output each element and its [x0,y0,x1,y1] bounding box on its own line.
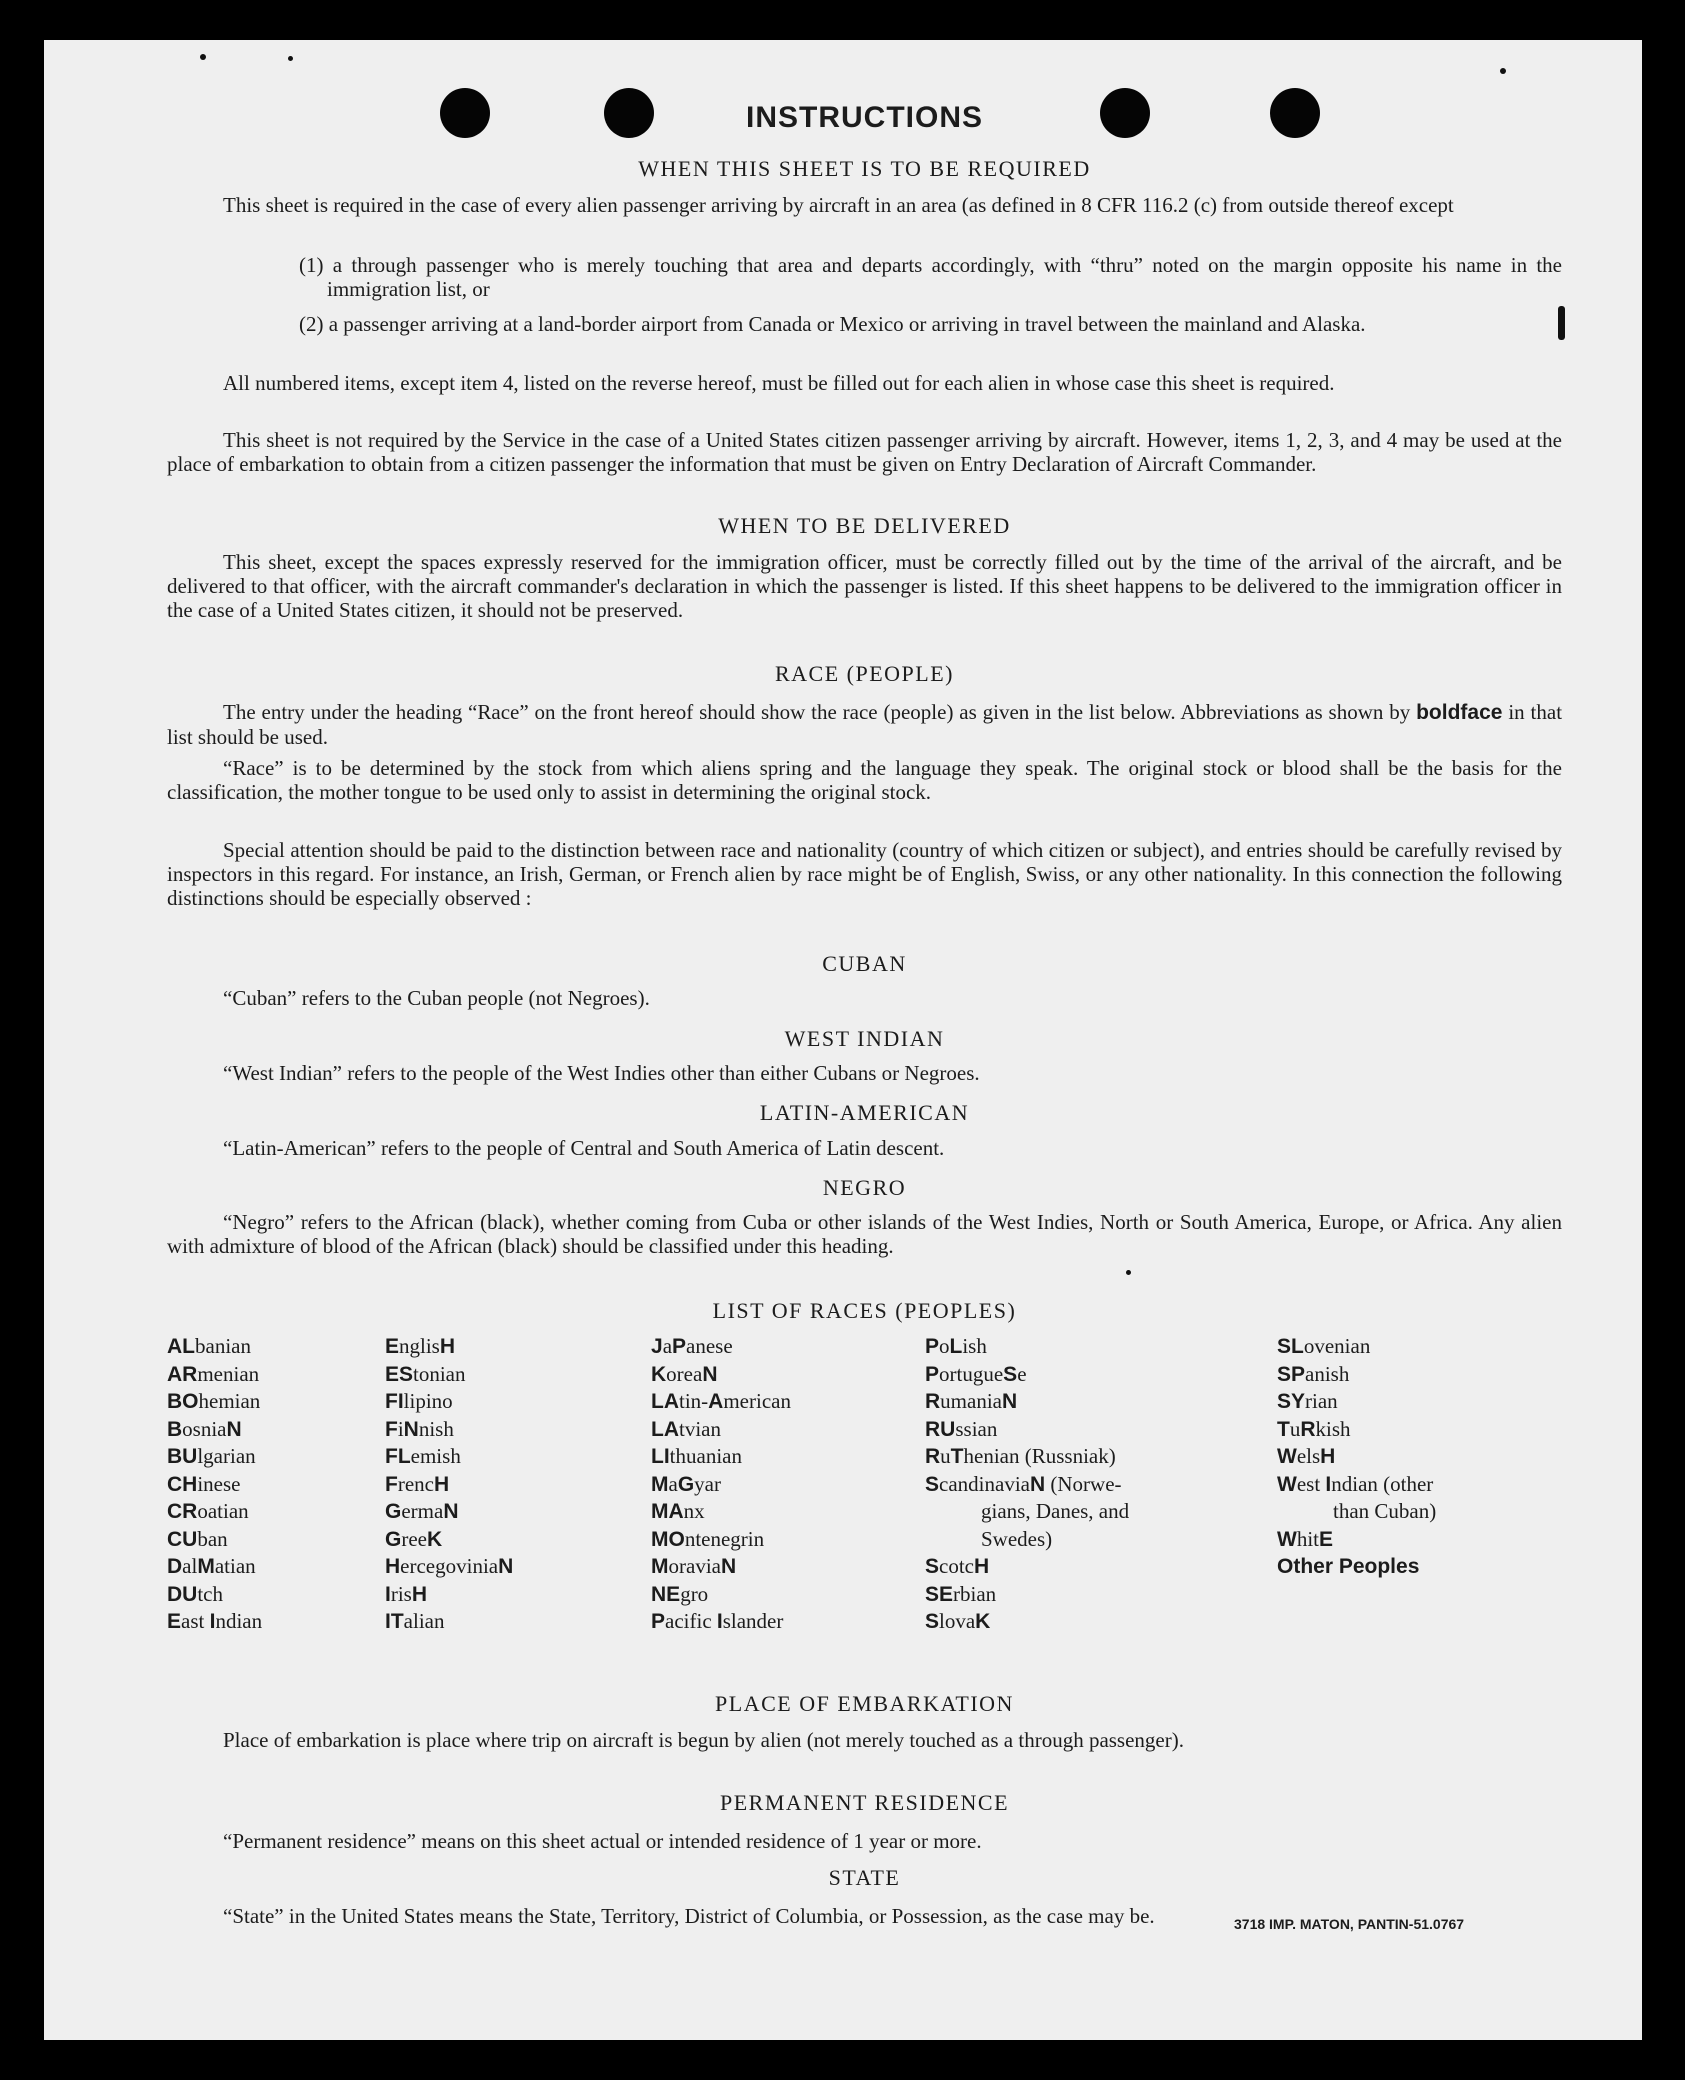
race-item [167,1581,262,1609]
race-item [167,1416,262,1444]
race-text: gro [680,1581,709,1606]
race-abbrev: J [651,1335,663,1358]
race-abbrev: T [950,1445,964,1468]
race-abbrev: AL [167,1335,195,1358]
paragraph: “Race” is to be determined by the stock from which aliens spring and the language they speak. The original stock or blood shall be the basis for the classification, the mother tongue to be used only to assist in determining the original stock. [167,756,1562,804]
race-abbrev: SY [1277,1390,1306,1413]
race-abbrev: SE [925,1582,954,1606]
race-item [385,1443,513,1471]
page-title: INSTRUCTIONS [746,101,983,134]
paragraph: Special attention should be paid to the distinction between race and nationality (country of which citizen or subject), and entries should be carefully revised by inspectors in this regard. For instance, an Irish, German, or French alien by race might be of English, Swiss, or any other nationality. In this connection the following distinctions should be especially observed : [167,838,1562,910]
race-text: tonian [413,1361,466,1386]
race-item [925,1553,1129,1581]
race-text: renc [397,1471,434,1496]
race-abbrev: S [925,1472,940,1496]
race-item [1277,1471,1436,1499]
race-text: inese [197,1471,241,1496]
heading-place-of-embarkation: PLACE OF EMBARKATION [715,1691,1014,1716]
race-item [925,1608,1129,1636]
race-text: erma [401,1499,444,1523]
race-abbrev: P [672,1335,687,1358]
race-abbrev: IT [385,1610,404,1633]
race-abbrev: BU [167,1445,198,1468]
paragraph [167,700,1562,749]
race-item [651,1581,791,1609]
race-abbrev: E [1319,1527,1334,1551]
paragraph: “West Indian” refers to the people of the West Indies other than either Cubans or Negroes. [223,1061,980,1085]
race-text: anese [686,1334,733,1358]
race-abbrev: LA [651,1390,679,1413]
text: in that list should be used. [167,700,1563,749]
heading-state: STATE [828,1865,901,1890]
race-abbrev: Other Peoples [1277,1555,1420,1578]
race-abbrev: H [439,1335,456,1358]
race-item [385,1526,513,1554]
race-item [1277,1388,1436,1416]
race-text: menian [197,1361,260,1386]
race-text: nish [418,1416,454,1441]
race-abbrev: N [1001,1390,1018,1413]
race-abbrev: H [1320,1445,1336,1468]
race-text: ortugue [939,1361,1004,1386]
race-abbrev: S [925,1610,940,1633]
race-abbrev: W [1277,1445,1297,1468]
race-list [167,1333,1562,1673]
race-abbrev: CH [167,1472,198,1496]
race-text: els [1296,1444,1321,1468]
race-text: orea [666,1361,703,1386]
race-abbrev: N [403,1417,419,1441]
race-item [385,1333,513,1361]
race-abbrev: N [443,1500,459,1523]
race-text: merican [723,1389,791,1413]
race-text: ban [197,1526,228,1551]
race-text: anish [1305,1361,1350,1386]
race-text: kish [1315,1416,1351,1441]
race-text: thuanian [669,1444,742,1468]
paragraph: “Permanent residence” means on this sheet actual or intended residence of 1 year or more. [223,1829,982,1853]
race-text: rbian [953,1581,997,1606]
race-abbrev: R [925,1445,941,1468]
race-text: ndian [215,1609,263,1633]
race-abbrev: I [716,1610,723,1633]
race-text: oatian [197,1499,249,1523]
race-item [385,1608,513,1636]
race-item [385,1416,513,1444]
race-abbrev: H [411,1582,428,1606]
boldface-word: boldface [1416,701,1503,724]
heading-permanent-residence: PERMANENT RESIDENCE [719,1790,1010,1815]
race-abbrev: K [975,1610,991,1633]
race-item [651,1388,791,1416]
race-abbrev: RU [925,1417,956,1441]
race-item [385,1581,513,1609]
text: The entry under the heading “Race” on the front hereof should show the race (people) as given in the list below. Abbreviations as shown by [223,700,1411,724]
race-item [167,1443,262,1471]
race-abbrev: K [651,1362,667,1386]
race-abbrev: N [226,1417,242,1441]
race-text: ris [390,1581,412,1606]
race-item [651,1443,791,1471]
race-text: u [940,1444,951,1468]
race-text: gians, Danes, and [981,1499,1130,1523]
race-item [385,1361,513,1389]
race-abbrev: E [385,1335,400,1358]
race-item [651,1526,791,1554]
race-abbrev: M [651,1472,669,1496]
race-abbrev: I [1325,1472,1332,1496]
race-text: ntenegrin [684,1526,765,1551]
race-text: o [939,1334,950,1358]
race-abbrev: P [651,1610,666,1633]
race-abbrev: N [1029,1472,1046,1496]
race-text: e [1017,1361,1027,1386]
heading-latin-american: LATIN-AMERICAN [759,1100,970,1125]
race-abbrev: W [1277,1527,1297,1551]
race-item [167,1608,262,1636]
paragraph: Place of embarkation is place where trip on aircraft is begun by alien (not merely touched as a through passenger). [223,1728,1184,1752]
race-abbrev: D [167,1555,183,1578]
paragraph: This sheet is required in the case of every alien passenger arriving by aircraft in an area (as defined in 8 CFR 116.2 (c) from outside thereof except [223,193,1454,217]
race-abbrev: MO [651,1527,685,1551]
race-abbrev: R [1300,1417,1316,1441]
race-item [651,1416,791,1444]
race-item [651,1333,791,1361]
race-text: al [182,1554,198,1578]
race-text: ndian (other [1331,1471,1434,1496]
heading-negro: NEGRO [822,1175,907,1200]
heading-list-of-races: LIST OF RACES (PEOPLES) [712,1298,1017,1323]
race-text: a [668,1471,678,1496]
race-item [925,1443,1129,1471]
race-item [167,1361,262,1389]
race-text: lova [939,1609,976,1633]
heading-race: RACE (PEOPLE) [775,661,954,686]
heading-when-required: WHEN THIS SHEET IS TO BE REQUIRED [638,156,1091,181]
race-item [167,1471,262,1499]
race-abbrev: F [385,1417,398,1441]
race-abbrev: FL [385,1445,411,1468]
paragraph: “Latin-American” refers to the people of Central and South America of Latin descent. [223,1136,945,1160]
race-text: est [1296,1471,1326,1496]
race-item [1277,1333,1436,1361]
race-abbrev: T [1277,1417,1290,1441]
list-item: (2) a passenger arriving at a land-border airport from Canada or Mexico or arriving in travel between the mainland and Alaska. [299,312,1366,336]
paragraph: All numbered items, except item 4, listed on the reverse hereof, must be filled out for each alien in whose case this sheet is required. [223,371,1335,395]
race-item [925,1388,1129,1416]
race-text: alian [403,1609,445,1633]
race-column-3 [651,1333,791,1636]
race-item [925,1333,1129,1361]
race-text: u [1289,1416,1301,1441]
race-text: a [662,1334,673,1358]
race-item [1277,1526,1436,1554]
race-abbrev: L [949,1335,963,1358]
race-abbrev: BO [167,1390,199,1413]
race-item [925,1471,1129,1499]
race-text: than Cuban) [1333,1499,1437,1523]
race-text: rian [1305,1389,1338,1413]
race-abbrev: H [385,1555,401,1578]
race-text: osnia [182,1416,227,1441]
race-text: oravia [668,1554,721,1578]
race-text: ovenian [1303,1334,1371,1358]
race-item [925,1526,1129,1554]
heading-cuban: CUBAN [822,951,907,976]
heading-when-delivered: WHEN TO BE DELIVERED [718,513,1011,538]
race-item [167,1388,262,1416]
race-text: ast [181,1609,210,1633]
race-text: umania [940,1389,1002,1413]
paragraph: “State” in the United States means the State, Territory, District of Columbia, or Possession, as the case may be. [223,1904,1155,1928]
race-abbrev: SP [1277,1362,1306,1386]
paragraph: This sheet, except the spaces expressly reserved for the immigration officer, must be correctly filled out by the time of the arrival of the aircraft, and be delivered to that officer, with the aircraft commander's declaration in which the passenger is listed. If this sheet happens to be delivered to the immigration officer in the case of a United States citizen, it should not be preserved. [167,550,1562,622]
race-abbrev: H [433,1472,450,1496]
race-abbrev: N [702,1362,718,1386]
heading-west-indian: WEST INDIAN [784,1026,945,1051]
race-text: banian [195,1334,251,1358]
race-item [167,1526,262,1554]
race-abbrev: K [426,1527,443,1551]
race-abbrev: CU [167,1527,198,1551]
race-text: (Norwe- [1045,1471,1122,1496]
race-abbrev: W [1277,1472,1297,1496]
paragraph: “Negro” refers to the African (black), whether coming from Cuba or other islands of the West Indies, North or South America, Europe, or Africa. Any alien with admixture of blood of the African (black) should be classified under this heading. [167,1210,1562,1258]
speck [288,56,293,61]
list-item: (1) a through passenger who is merely touching that area and departs accordingly, with “thru” noted on the margin opposite his name in the immigration list, or [299,253,1562,301]
race-abbrev: G [677,1472,695,1496]
race-item [651,1498,791,1526]
race-text: nx [683,1499,705,1523]
race-item [925,1498,1129,1526]
race-text: tch [197,1581,223,1606]
race-item [651,1361,791,1389]
race-text: Swedes) [981,1526,1053,1551]
race-item [167,1498,262,1526]
race-abbrev: CR [167,1500,198,1523]
race-text: henian (Russniak) [963,1444,1116,1468]
race-text: ssian [955,1416,998,1441]
race-item [651,1553,791,1581]
printer-imprint: 3718 IMP. MATON, PANTIN-51.0767 [1234,1916,1465,1932]
race-text: yar [694,1471,721,1496]
race-item [167,1333,262,1361]
race-abbrev: E [167,1610,182,1633]
race-item [1277,1553,1436,1581]
race-text: ercegovinia [400,1554,499,1578]
race-abbrev: NE [651,1582,681,1606]
paragraph: “Cuban” refers to the Cuban people (not Negroes). [223,986,650,1010]
race-text: candinavia [939,1471,1030,1496]
race-abbrev: N [498,1555,514,1578]
race-abbrev: R [925,1390,941,1413]
race-item [1277,1361,1436,1389]
race-abbrev: DU [167,1582,198,1606]
race-item [385,1498,513,1526]
race-item [1277,1416,1436,1444]
document-page [44,40,1642,2040]
race-abbrev: LI [651,1445,670,1468]
race-item [1277,1443,1436,1471]
race-abbrev: H [974,1555,990,1578]
race-abbrev: P [925,1362,940,1386]
race-abbrev: ES [385,1362,414,1386]
speck [200,54,206,60]
race-column-4 [925,1333,1129,1636]
race-item [385,1471,513,1499]
paragraph: This sheet is not required by the Service in the case of a United States citizen passenger arriving by aircraft. However, items 1, 2, 3, and 4 may be used at the place of embarkation to obtain from a citizen passenger the information that must be given on Entry Declaration of Aircraft Commander. [167,428,1562,476]
speck [1500,68,1506,74]
race-text: slander [722,1609,784,1633]
race-item [1277,1498,1436,1526]
race-abbrev: S [1003,1362,1018,1386]
race-item [385,1553,513,1581]
race-column-2 [385,1333,513,1636]
race-abbrev: I [209,1610,216,1633]
race-text: nglis [399,1334,440,1358]
race-abbrev: G [385,1500,402,1523]
race-abbrev: FI [385,1390,404,1413]
race-text: tin- [679,1389,709,1413]
race-abbrev: G [385,1527,402,1551]
race-item [925,1581,1129,1609]
race-text: hemian [198,1389,261,1413]
race-column-5 [1277,1333,1436,1581]
race-text: ree [401,1526,427,1551]
race-item [651,1471,791,1499]
race-text: emish [410,1444,461,1468]
race-text: lipino [403,1389,453,1413]
race-abbrev: SL [1277,1335,1304,1358]
race-item [167,1553,262,1581]
race-item [651,1608,791,1636]
race-abbrev: P [925,1335,940,1358]
race-item [925,1416,1129,1444]
race-abbrev: A [708,1390,724,1413]
race-item [385,1388,513,1416]
race-text: ish [962,1334,987,1358]
race-text: cotc [939,1554,974,1578]
race-abbrev: MA [651,1500,684,1523]
race-text: hit [1296,1526,1319,1551]
race-abbrev: B [167,1417,183,1441]
race-abbrev: F [385,1472,398,1496]
race-text: tvian [679,1416,721,1441]
race-abbrev: S [925,1555,940,1578]
race-abbrev: LA [651,1417,679,1441]
race-column-1 [167,1333,262,1636]
race-text: atian [214,1554,256,1578]
race-abbrev: M [197,1555,215,1578]
race-abbrev: M [651,1555,669,1578]
race-text: i [397,1416,404,1441]
race-text: lgarian [197,1444,256,1468]
race-abbrev: N [720,1555,737,1578]
speck [1126,1270,1131,1275]
race-abbrev: I [385,1582,391,1606]
race-abbrev: AR [167,1362,198,1386]
race-text: acific [665,1609,717,1633]
race-item [925,1361,1129,1389]
